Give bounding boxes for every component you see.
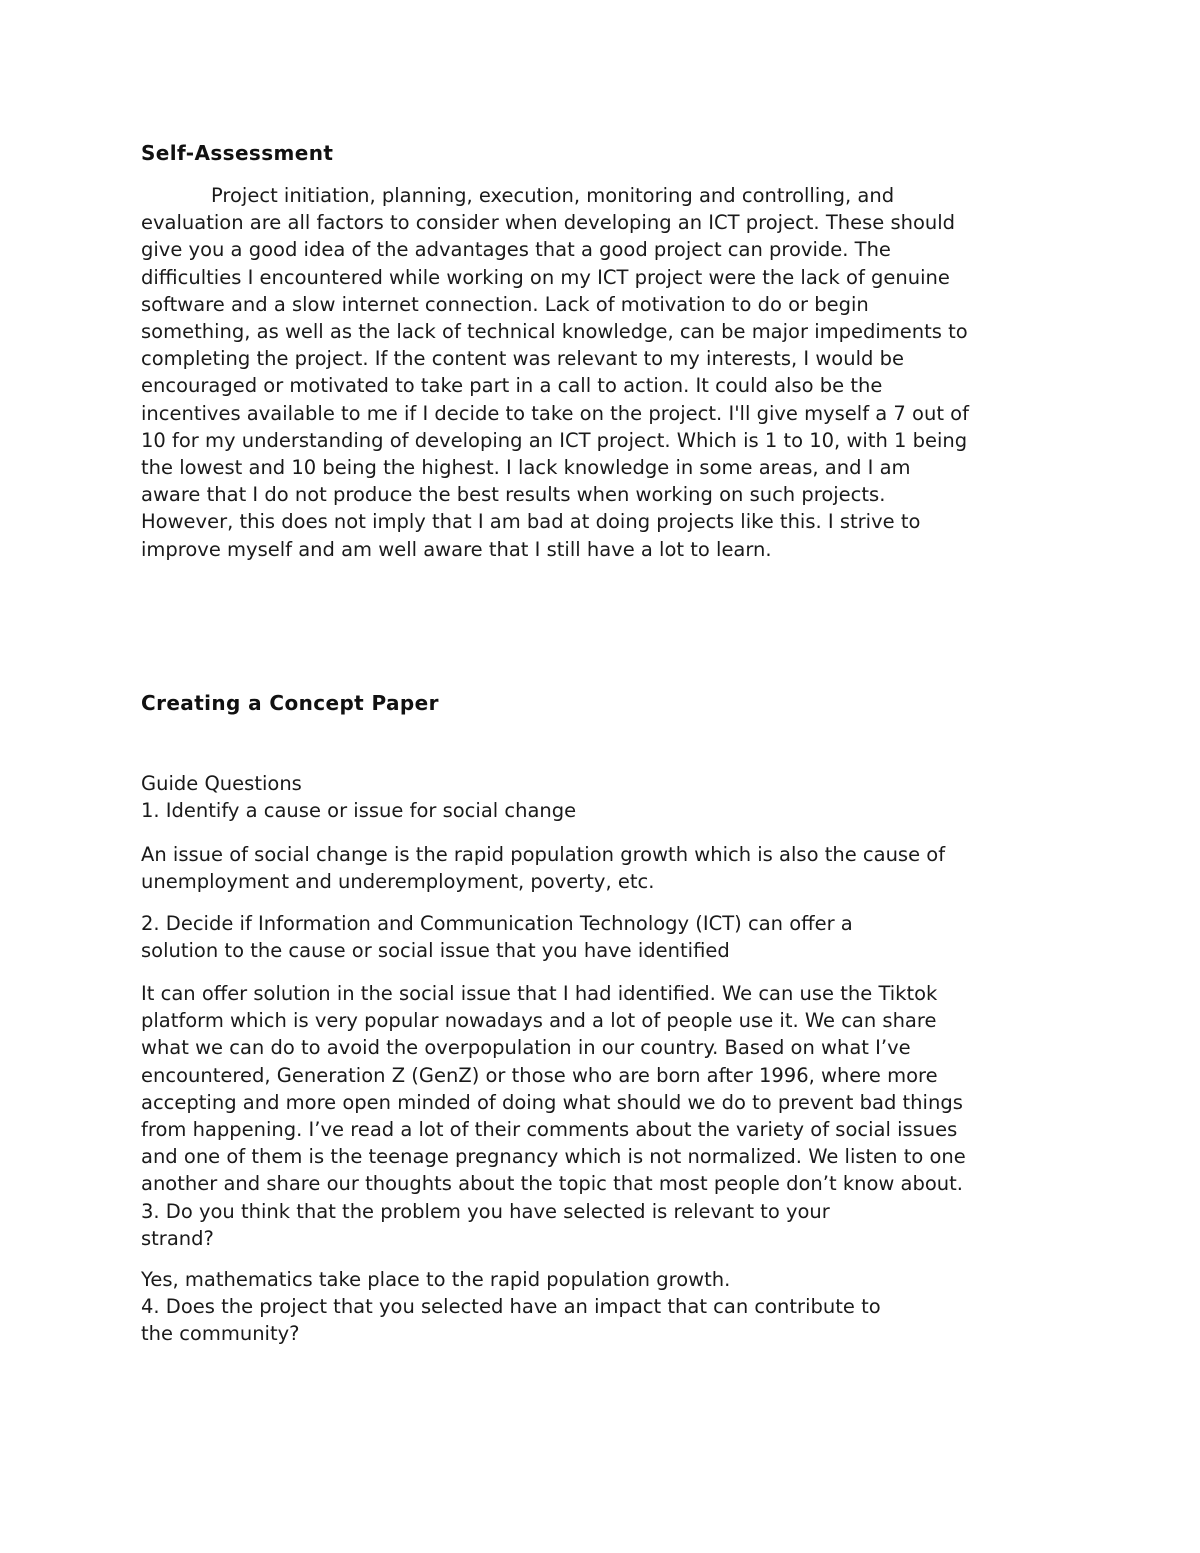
question-line: solution to the cause or social issue that you have identified bbox=[141, 939, 730, 963]
paragraph-line: However, this does not imply that I am bad at doing projects like this. I strive to bbox=[141, 510, 921, 534]
answer-1 bbox=[141, 841, 945, 895]
answer-line: platform which is very popular nowadays and a lot of people use it. We can share bbox=[141, 1009, 937, 1033]
paragraph-line: give you a good idea of the advantages that a good project can provide. The bbox=[141, 238, 891, 262]
paragraph-line: evaluation are all factors to consider when developing an ICT project. These should bbox=[141, 211, 956, 235]
answer-line: from happening. I’ve read a lot of their comments about the variety of social issues bbox=[141, 1118, 958, 1142]
answer-line: An issue of social change is the rapid population growth which is also the cause of bbox=[141, 843, 946, 866]
question-4-line: 4. Does the project that you selected have an impact that can contribute to bbox=[141, 1295, 881, 1319]
concept-paper-heading: Creating a Concept Paper bbox=[141, 691, 439, 715]
question-3-line: strand? bbox=[141, 1226, 214, 1250]
guide-questions-block bbox=[141, 770, 576, 824]
answer-line: another and share our thoughts about the topic that most people don’t know about. bbox=[141, 1172, 964, 1196]
question-1: 1. Identify a cause or issue for social change bbox=[141, 799, 577, 823]
paragraph-line: Project initiation, planning, execution, monitoring and controlling, and bbox=[211, 184, 895, 207]
paragraph-line: difficulties I encountered while working on my ICT project were the lack of genuine bbox=[141, 265, 950, 289]
answer-3: Yes, mathematics take place to the rapid population growth. bbox=[141, 1268, 731, 1291]
answer-line: encountered, Generation Z (GenZ) or those who are born after 1996, where more bbox=[141, 1063, 938, 1087]
paragraph-line: aware that I do not produce the best results when working on such projects. bbox=[141, 483, 886, 507]
answer-3-and-question-4 bbox=[141, 1266, 881, 1348]
paragraph-line: something, as well as the lack of technical knowledge, can be major impediments to bbox=[141, 320, 968, 344]
answer-line: and one of them is the teenage pregnancy which is not normalized. We listen to one bbox=[141, 1145, 966, 1169]
guide-questions-title: Guide Questions bbox=[141, 772, 302, 795]
question-3-line: 3. Do you think that the problem you have selected is relevant to your bbox=[141, 1199, 830, 1223]
answer-line: what we can do to avoid the overpopulation in our country. Based on what I’ve bbox=[141, 1036, 911, 1060]
question-4-line: the community? bbox=[141, 1322, 300, 1346]
paragraph-line: incentives available to me if I decide to take on the project. I'll give myself a 7 out of bbox=[141, 401, 969, 425]
question-2 bbox=[141, 910, 853, 964]
self-assessment-heading: Self-Assessment bbox=[141, 141, 334, 165]
paragraph-line: improve myself and am well aware that I still have a lot to learn. bbox=[141, 537, 772, 561]
paragraph-line: completing the project. If the content was relevant to my interests, I would be bbox=[141, 347, 904, 371]
paragraph-line: 10 for my understanding of developing an ICT project. Which is 1 to 10, with 1 being bbox=[141, 428, 968, 452]
answer-line: It can offer solution in the social issue that I had identified. We can use the Tiktok bbox=[141, 982, 938, 1005]
paragraph-line: encouraged or motivated to take part in a call to action. It could also be the bbox=[141, 374, 883, 398]
answer-line: accepting and more open minded of doing what should we do to prevent bad things bbox=[141, 1090, 963, 1114]
answer-2 bbox=[141, 980, 966, 1252]
answer-line: unemployment and underemployment, poverty, etc. bbox=[141, 870, 655, 894]
paragraph-line: the lowest and 10 being the highest. I lack knowledge in some areas, and I am bbox=[141, 456, 911, 480]
self-assessment-paragraph bbox=[141, 182, 969, 563]
paragraph-line: software and a slow internet connection. Lack of motivation to do or begin bbox=[141, 292, 869, 316]
question-line: 2. Decide if Information and Communication Technology (ICT) can offer a bbox=[141, 912, 853, 935]
